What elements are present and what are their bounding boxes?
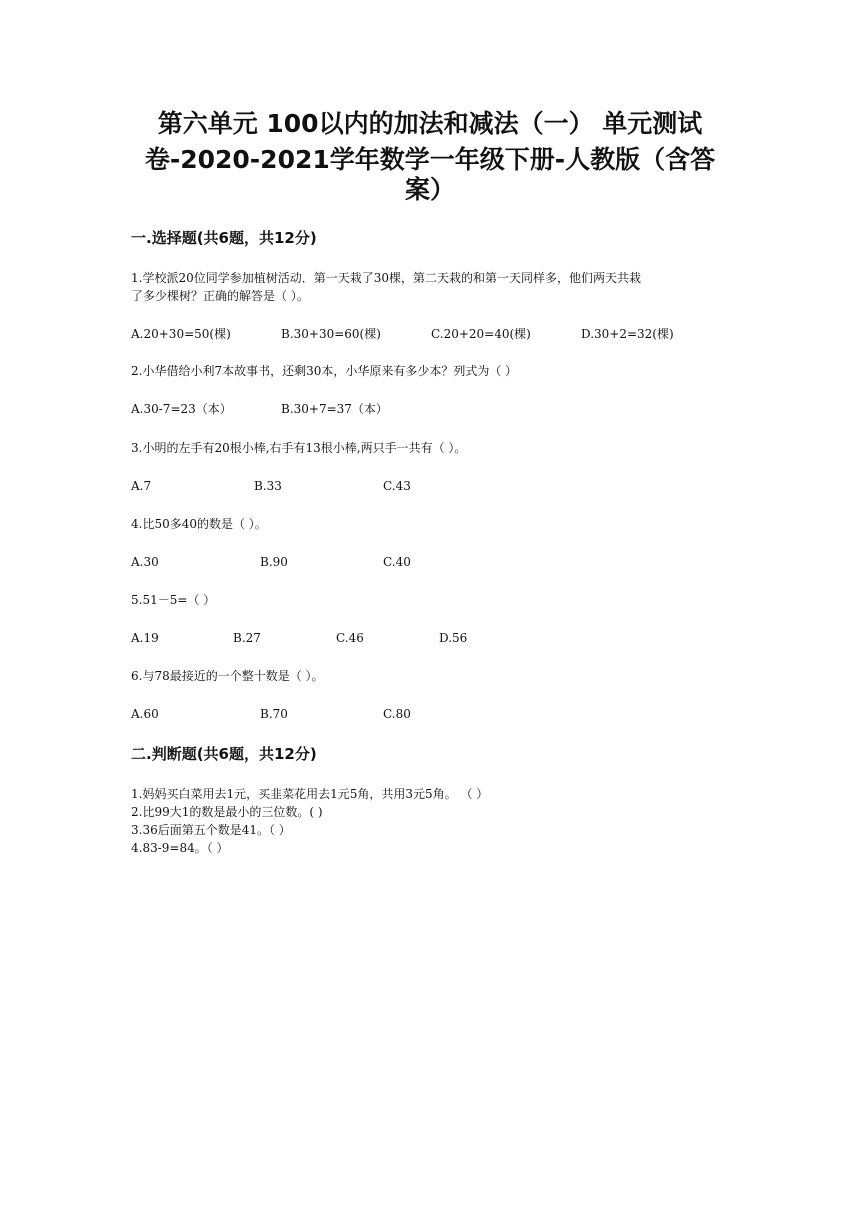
question-2-option-a[interactable]: A.30-7=23（本） (131, 402, 232, 416)
judgement-item-4: 4.83-9=84。（ ） (131, 841, 229, 855)
question-3-option-c[interactable]: C.43 (383, 479, 411, 493)
question-6-stem: 6.与78最接近的一个整十数是（ ）。 (131, 669, 324, 683)
exam-title-line-1: 第六单元 100以内的加法和减法（一） 单元测试 (157, 109, 703, 138)
section-heading-judgement: 二.判断题(共6题，共12分) (131, 745, 317, 763)
question-5-option-b[interactable]: B.27 (233, 631, 261, 645)
question-6-option-a[interactable]: A.60 (131, 707, 159, 721)
question-4-option-b[interactable]: B.90 (260, 555, 288, 569)
question-4-stem: 4.比50多40的数是（ ）。 (131, 517, 267, 531)
question-5-option-d[interactable]: D.56 (439, 631, 468, 645)
exam-title-line-2: 卷-2020-2021学年数学一年级下册-人教版（含答 (144, 145, 716, 174)
question-4-option-c[interactable]: C.40 (383, 555, 411, 569)
question-5-option-a[interactable]: A.19 (131, 631, 159, 645)
question-5-stem: 5.51－5=（ ） (131, 593, 216, 607)
question-1-option-c[interactable]: C.20+20=40(棵) (431, 327, 531, 341)
question-5-option-c[interactable]: C.46 (336, 631, 364, 645)
question-2-stem: 2.小华借给小利7本故事书，还剩30本，小华原来有多少本？列式为（ ） (131, 364, 518, 378)
exam-title-line-3: 案） (404, 175, 455, 204)
question-1-option-d[interactable]: D.30+2=32(棵) (581, 327, 674, 341)
judgement-item-1: 1.妈妈买白菜用去1元，买韭菜花用去1元5角，共用3元5角。 （ ） (131, 787, 489, 801)
question-2-option-b[interactable]: B.30+7=37（本） (281, 402, 388, 416)
question-1-stem-line-2: 了多少棵树？正确的解答是（ ）。 (131, 289, 309, 303)
judgement-item-2: 2.比99大1的数是最小的三位数。( ) (131, 805, 323, 819)
question-1-option-b[interactable]: B.30+30=60(棵) (281, 327, 381, 341)
question-4-option-a[interactable]: A.30 (131, 555, 159, 569)
question-6-option-b[interactable]: B.70 (260, 707, 288, 721)
section-heading-choice: 一.选择题(共6题，共12分) (131, 229, 317, 247)
question-6-option-c[interactable]: C.80 (383, 707, 411, 721)
question-3-option-a[interactable]: A.7 (131, 479, 152, 493)
question-3-option-b[interactable]: B.33 (254, 479, 282, 493)
question-1-stem-line-1: 1.学校派20位同学参加植树活动．第一天栽了30棵，第二天栽的和第一天同样多，他们两天共栽 (131, 271, 641, 285)
judgement-item-3: 3.36后面第五个数是41。（ ） (131, 823, 291, 837)
question-3-stem: 3.小明的左手有20根小棒,右手有13根小棒,两只手一共有（ ）。 (131, 441, 467, 455)
question-1-option-a[interactable]: A.20+30=50(棵) (131, 327, 231, 341)
